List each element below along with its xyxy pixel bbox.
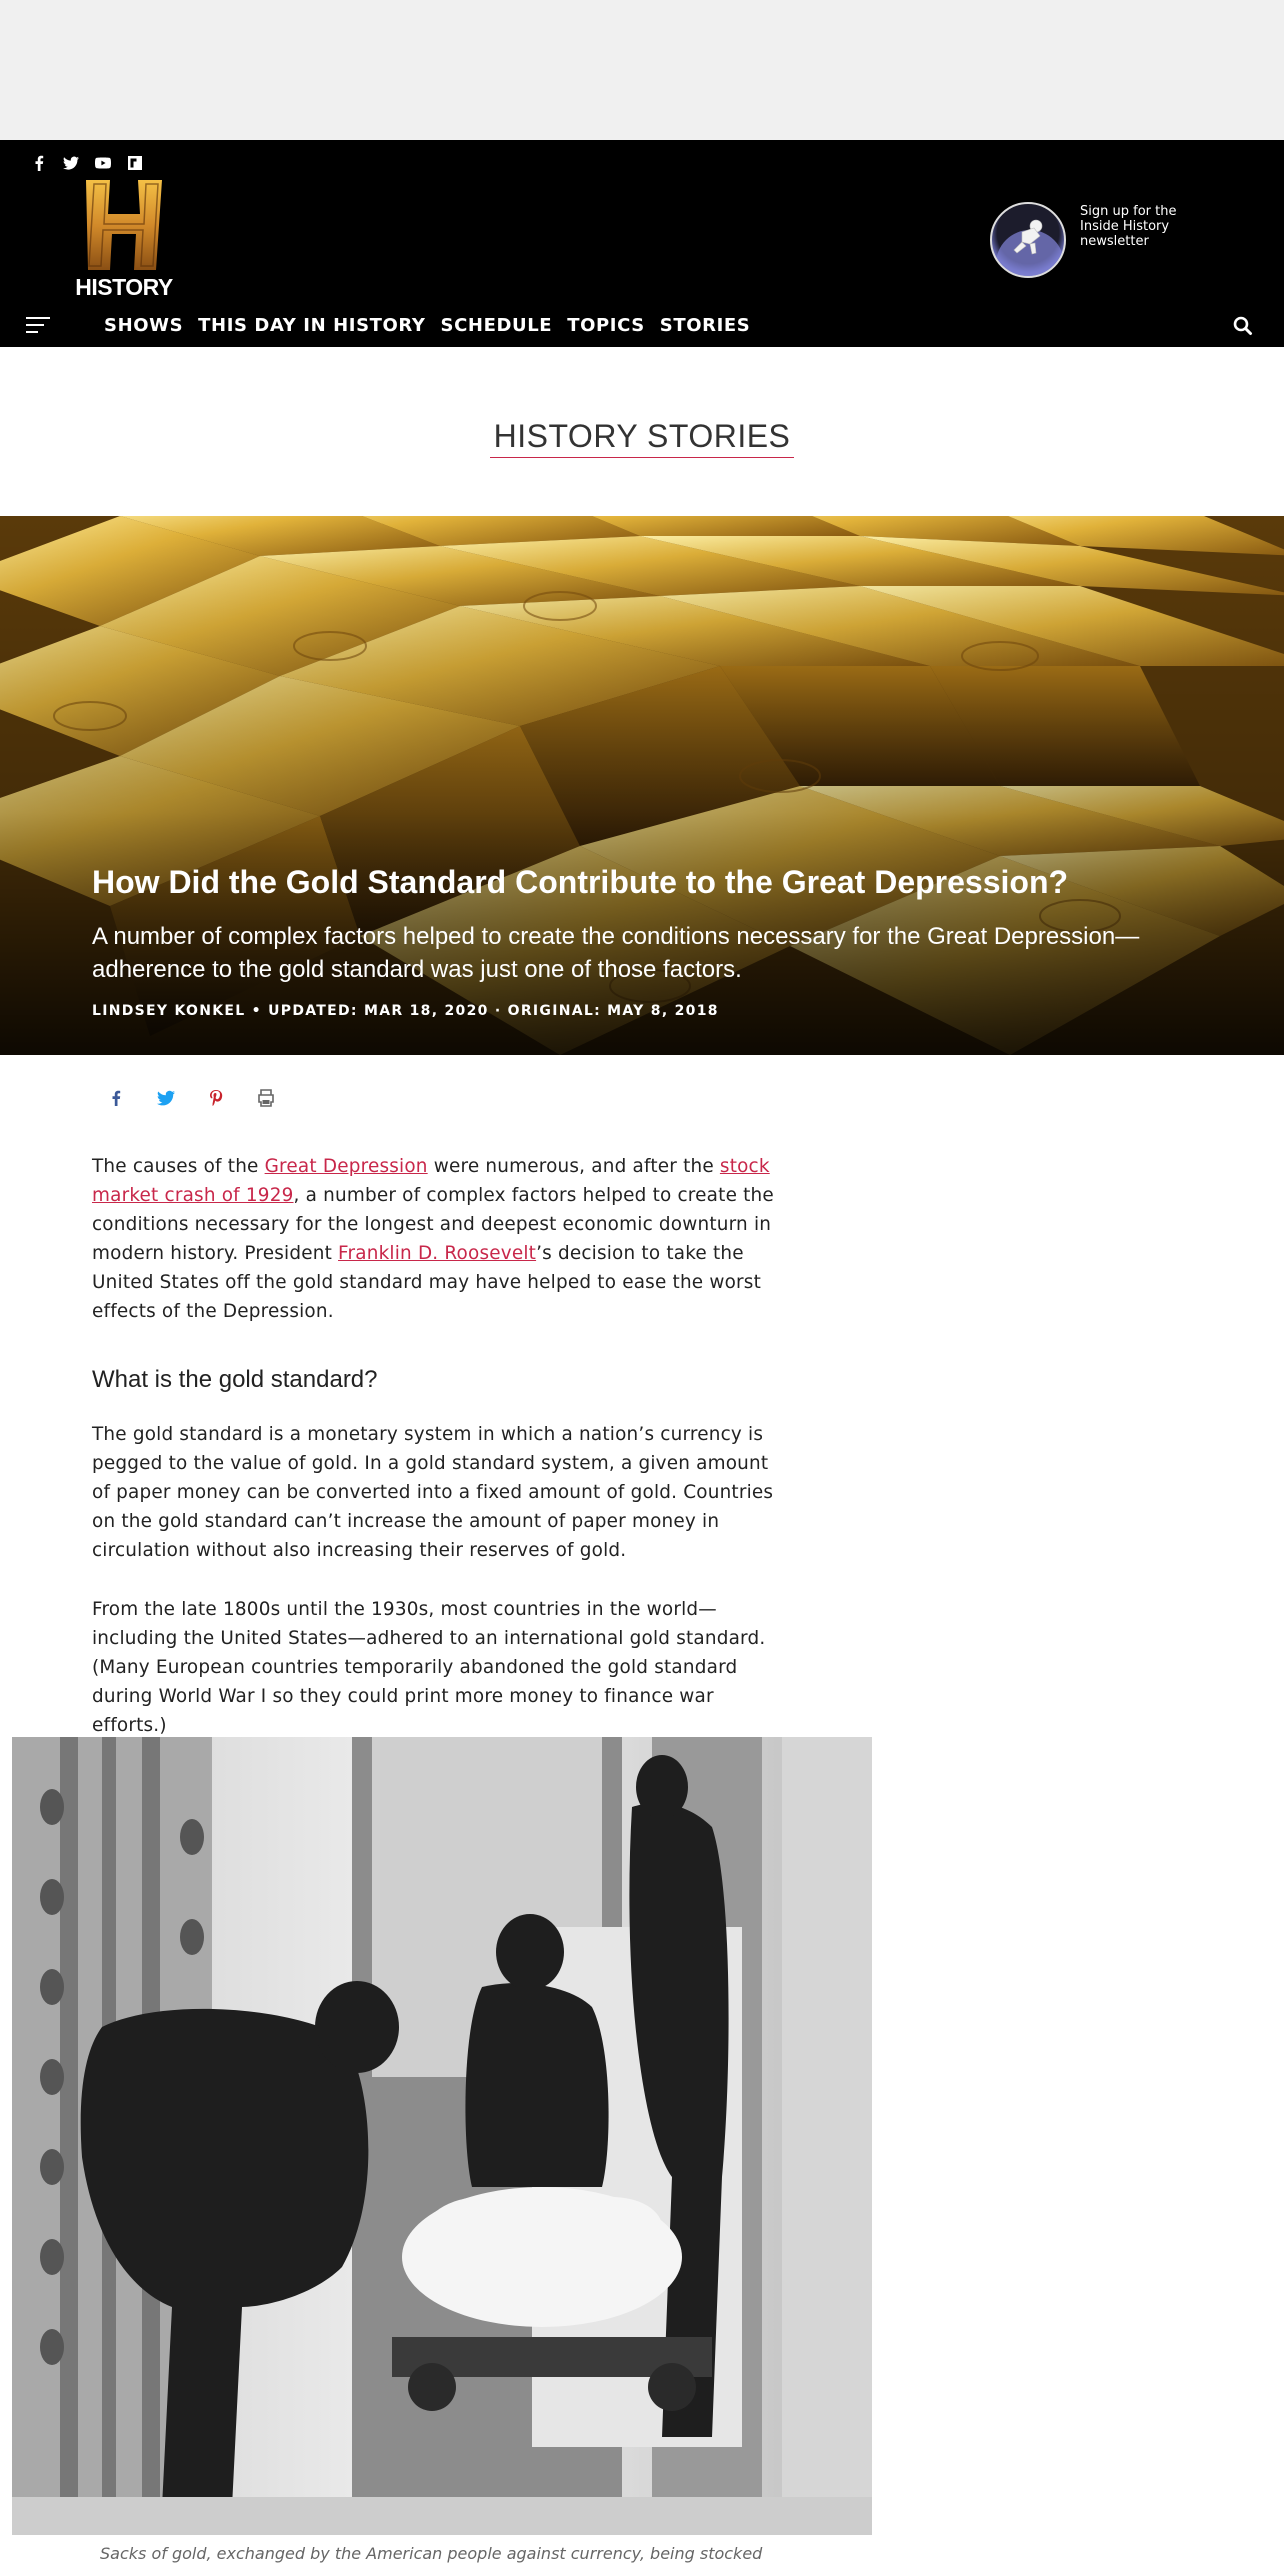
section-title[interactable]: HISTORY STORIES	[490, 418, 795, 458]
site-header	[0, 140, 1284, 347]
article-byline: LINDSEY KONKEL • UPDATED: MAR 18, 2020 · ORIGINAL: MAY 8, 2018	[92, 1003, 719, 1019]
facebook-share-icon[interactable]	[104, 1086, 128, 1110]
paragraph-history: From the late 1800s until the 1930s, most countries in the world—including the United States—adhered to an international gold standard. (Many European countries temporarily abandoned the gold standard during World War I so they could print more money to finance war efforts.)	[92, 1599, 766, 1736]
article-dek: A number of complex factors helped to create the conditions necessary for the Great Depression—adherence to the gold standard was just one of those factors.	[92, 923, 1140, 983]
logo-wordmark: HISTORY	[75, 274, 173, 300]
flipboard-icon[interactable]	[126, 154, 144, 172]
search-icon[interactable]	[1232, 315, 1254, 337]
subheading: What is the gold standard?	[92, 1366, 378, 1393]
astronaut-badge	[990, 202, 1066, 278]
link-fdr[interactable]: Franklin D. Roosevelt	[338, 1243, 537, 1264]
vault-photo	[12, 1737, 872, 2535]
article-body	[92, 1152, 792, 1740]
photo-caption: Sacks of gold, exchanged by the American people against currency, being stocked	[100, 2544, 763, 2563]
article-title: How Did the Gold Standard Contribute to the Great Depression?	[92, 864, 1069, 900]
nav-shows[interactable]: SHOWS	[104, 315, 184, 336]
history-logo[interactable]	[68, 180, 180, 304]
social-links	[30, 154, 144, 172]
pinterest-share-icon[interactable]	[204, 1086, 228, 1110]
hero	[0, 516, 1284, 1055]
paragraph-intro: The causes of the Great Depression were numerous, and after the stock market crash of 1929, a number of complex factors helped to create the conditions necessary for the longest and deepest economic downturn in modern history. President Franklin D. Roosevelt’s decision to take the United States off the gold standard may have helped to ease the worst effects of the Depression.	[92, 1156, 774, 1322]
twitter-icon[interactable]	[62, 154, 80, 172]
newsletter-signup[interactable]	[990, 202, 1190, 278]
link-stock-market-crash[interactable]: stock market crash of 1929	[92, 1156, 770, 1206]
nav-schedule[interactable]: SCHEDULE	[440, 315, 553, 336]
nav-links	[104, 315, 750, 336]
main-nav	[0, 308, 1284, 344]
paragraph-definition: The gold standard is a monetary system in which a nation’s currency is pegged to the value of gold. In a gold standard system, a given amount of paper money can be converted into a fixed amount of gold. Countries on the gold standard can’t increase the amount of paper money in circulation without also increasing their reserves of gold.	[92, 1424, 774, 1561]
facebook-icon[interactable]	[30, 154, 48, 172]
menu-icon[interactable]	[26, 315, 50, 335]
section-heading	[0, 418, 1284, 458]
ad-slot	[0, 0, 1284, 140]
logo-h-mark	[68, 180, 180, 270]
share-bar	[104, 1086, 278, 1110]
nav-stories[interactable]: STORIES	[659, 315, 751, 336]
link-great-depression[interactable]: Great Depression	[264, 1156, 428, 1177]
newsletter-text: Sign up for the Inside History newsletter	[1080, 204, 1177, 249]
twitter-share-icon[interactable]	[154, 1086, 178, 1110]
nav-this-day-in-history[interactable]: THIS DAY IN HISTORY	[198, 315, 426, 336]
youtube-icon[interactable]	[94, 154, 112, 172]
print-icon[interactable]	[254, 1086, 278, 1110]
nav-topics[interactable]: TOPICS	[567, 315, 645, 336]
